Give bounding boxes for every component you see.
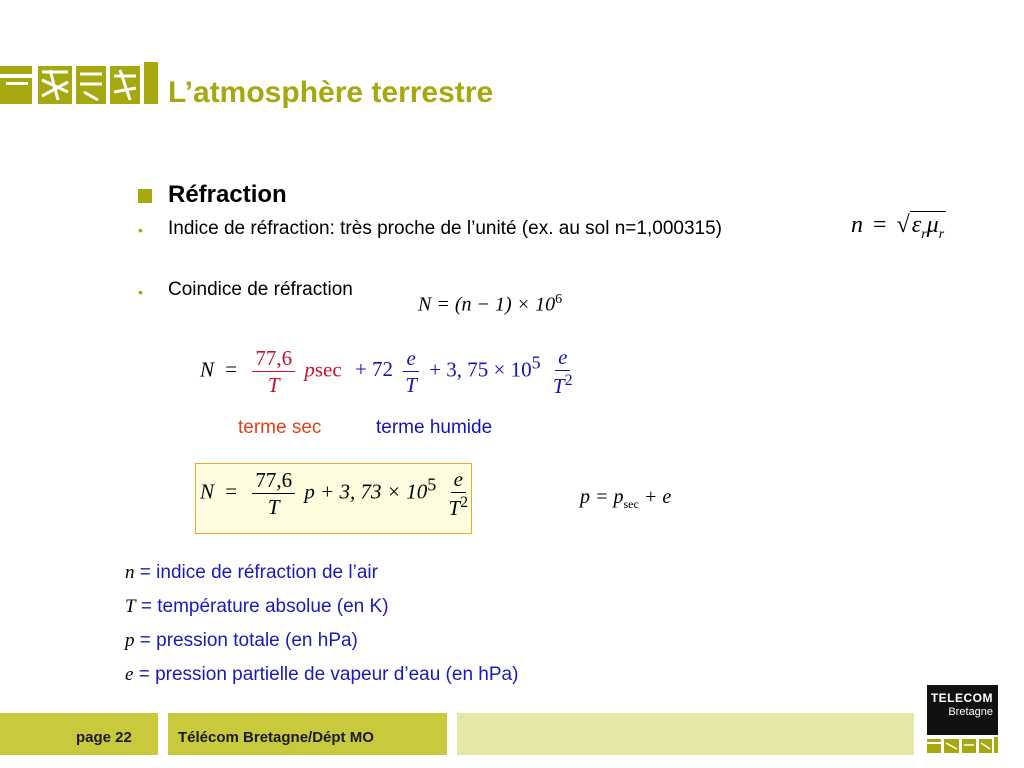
bullet-coindice: Coindice de réfraction bbox=[168, 279, 353, 300]
bullet-refraction-index: Indice de réfraction: très proche de l’unité (ex. au sol n=1,000315) bbox=[168, 218, 722, 239]
telecom-bretagne-badge bbox=[927, 685, 998, 735]
label-terme-humide: terme humide bbox=[376, 417, 493, 438]
definition-e: e = pression partielle de vapeur d’eau (en hPa) bbox=[125, 664, 519, 685]
logo-graphic bbox=[0, 62, 160, 104]
bullet-dot-icon: • bbox=[138, 284, 143, 300]
definition-T: T = température absolue (en K) bbox=[125, 596, 389, 617]
formula-p-total: $p = p_{sec} + e$ bbox=[580, 486, 672, 511]
badge-line-2: Bretagne bbox=[948, 706, 993, 718]
badge-line-1: TELECOM bbox=[930, 691, 993, 705]
formula-N-full: N = $\frac{77,6}{T}$ psec + 72 $\frac{e}{T}$ + 3, $75 \times 10^5$ $\frac{e}{T^2}$ bbox=[200, 346, 580, 397]
section-heading: Réfraction bbox=[168, 181, 287, 208]
label-terme-sec: terme sec bbox=[238, 417, 322, 438]
fraction-e-over-T: $\frac{e}{T}$ bbox=[405, 346, 417, 398]
footer-logo bbox=[927, 737, 998, 753]
page-title: L’atmosphère terrestre bbox=[168, 76, 494, 109]
definitions-list bbox=[125, 562, 518, 698]
telecom-logo bbox=[0, 62, 160, 104]
footer-bar-right bbox=[457, 713, 914, 755]
fraction-77-6-over-T: $\frac{77,6}{T}$ bbox=[252, 469, 295, 518]
footer-page-number: page 22 bbox=[76, 729, 132, 746]
definition-p: p = pression totale (en hPa) bbox=[125, 630, 358, 651]
fraction-77-6-over-T: $\frac{77,6}{T}$ bbox=[252, 347, 295, 396]
formula-n-sqrt: $n = √\varepsilon_r\mu_r$ bbox=[851, 212, 945, 242]
definition-n: n = indice de réfraction de l’air bbox=[125, 562, 378, 583]
formula-N-simplified: N = $\frac{77,6}{T}$ p + 3, $73 \times 10^5$ $\frac{e}{T^2}$ bbox=[200, 468, 475, 519]
bullet-dot-icon: • bbox=[138, 222, 143, 238]
formula-N-definition: $N = (n - 1) \times 10^6$ bbox=[418, 292, 563, 316]
footer-logo-graphic bbox=[927, 737, 998, 753]
fraction-e-over-T2: $\frac{e}{T^2}$ bbox=[448, 467, 469, 521]
section-marker-icon bbox=[138, 189, 152, 203]
footer-organization: Télécom Bretagne/Dépt MO bbox=[178, 729, 374, 746]
fraction-e-over-T2: $\frac{e}{T^2}$ bbox=[552, 345, 573, 399]
